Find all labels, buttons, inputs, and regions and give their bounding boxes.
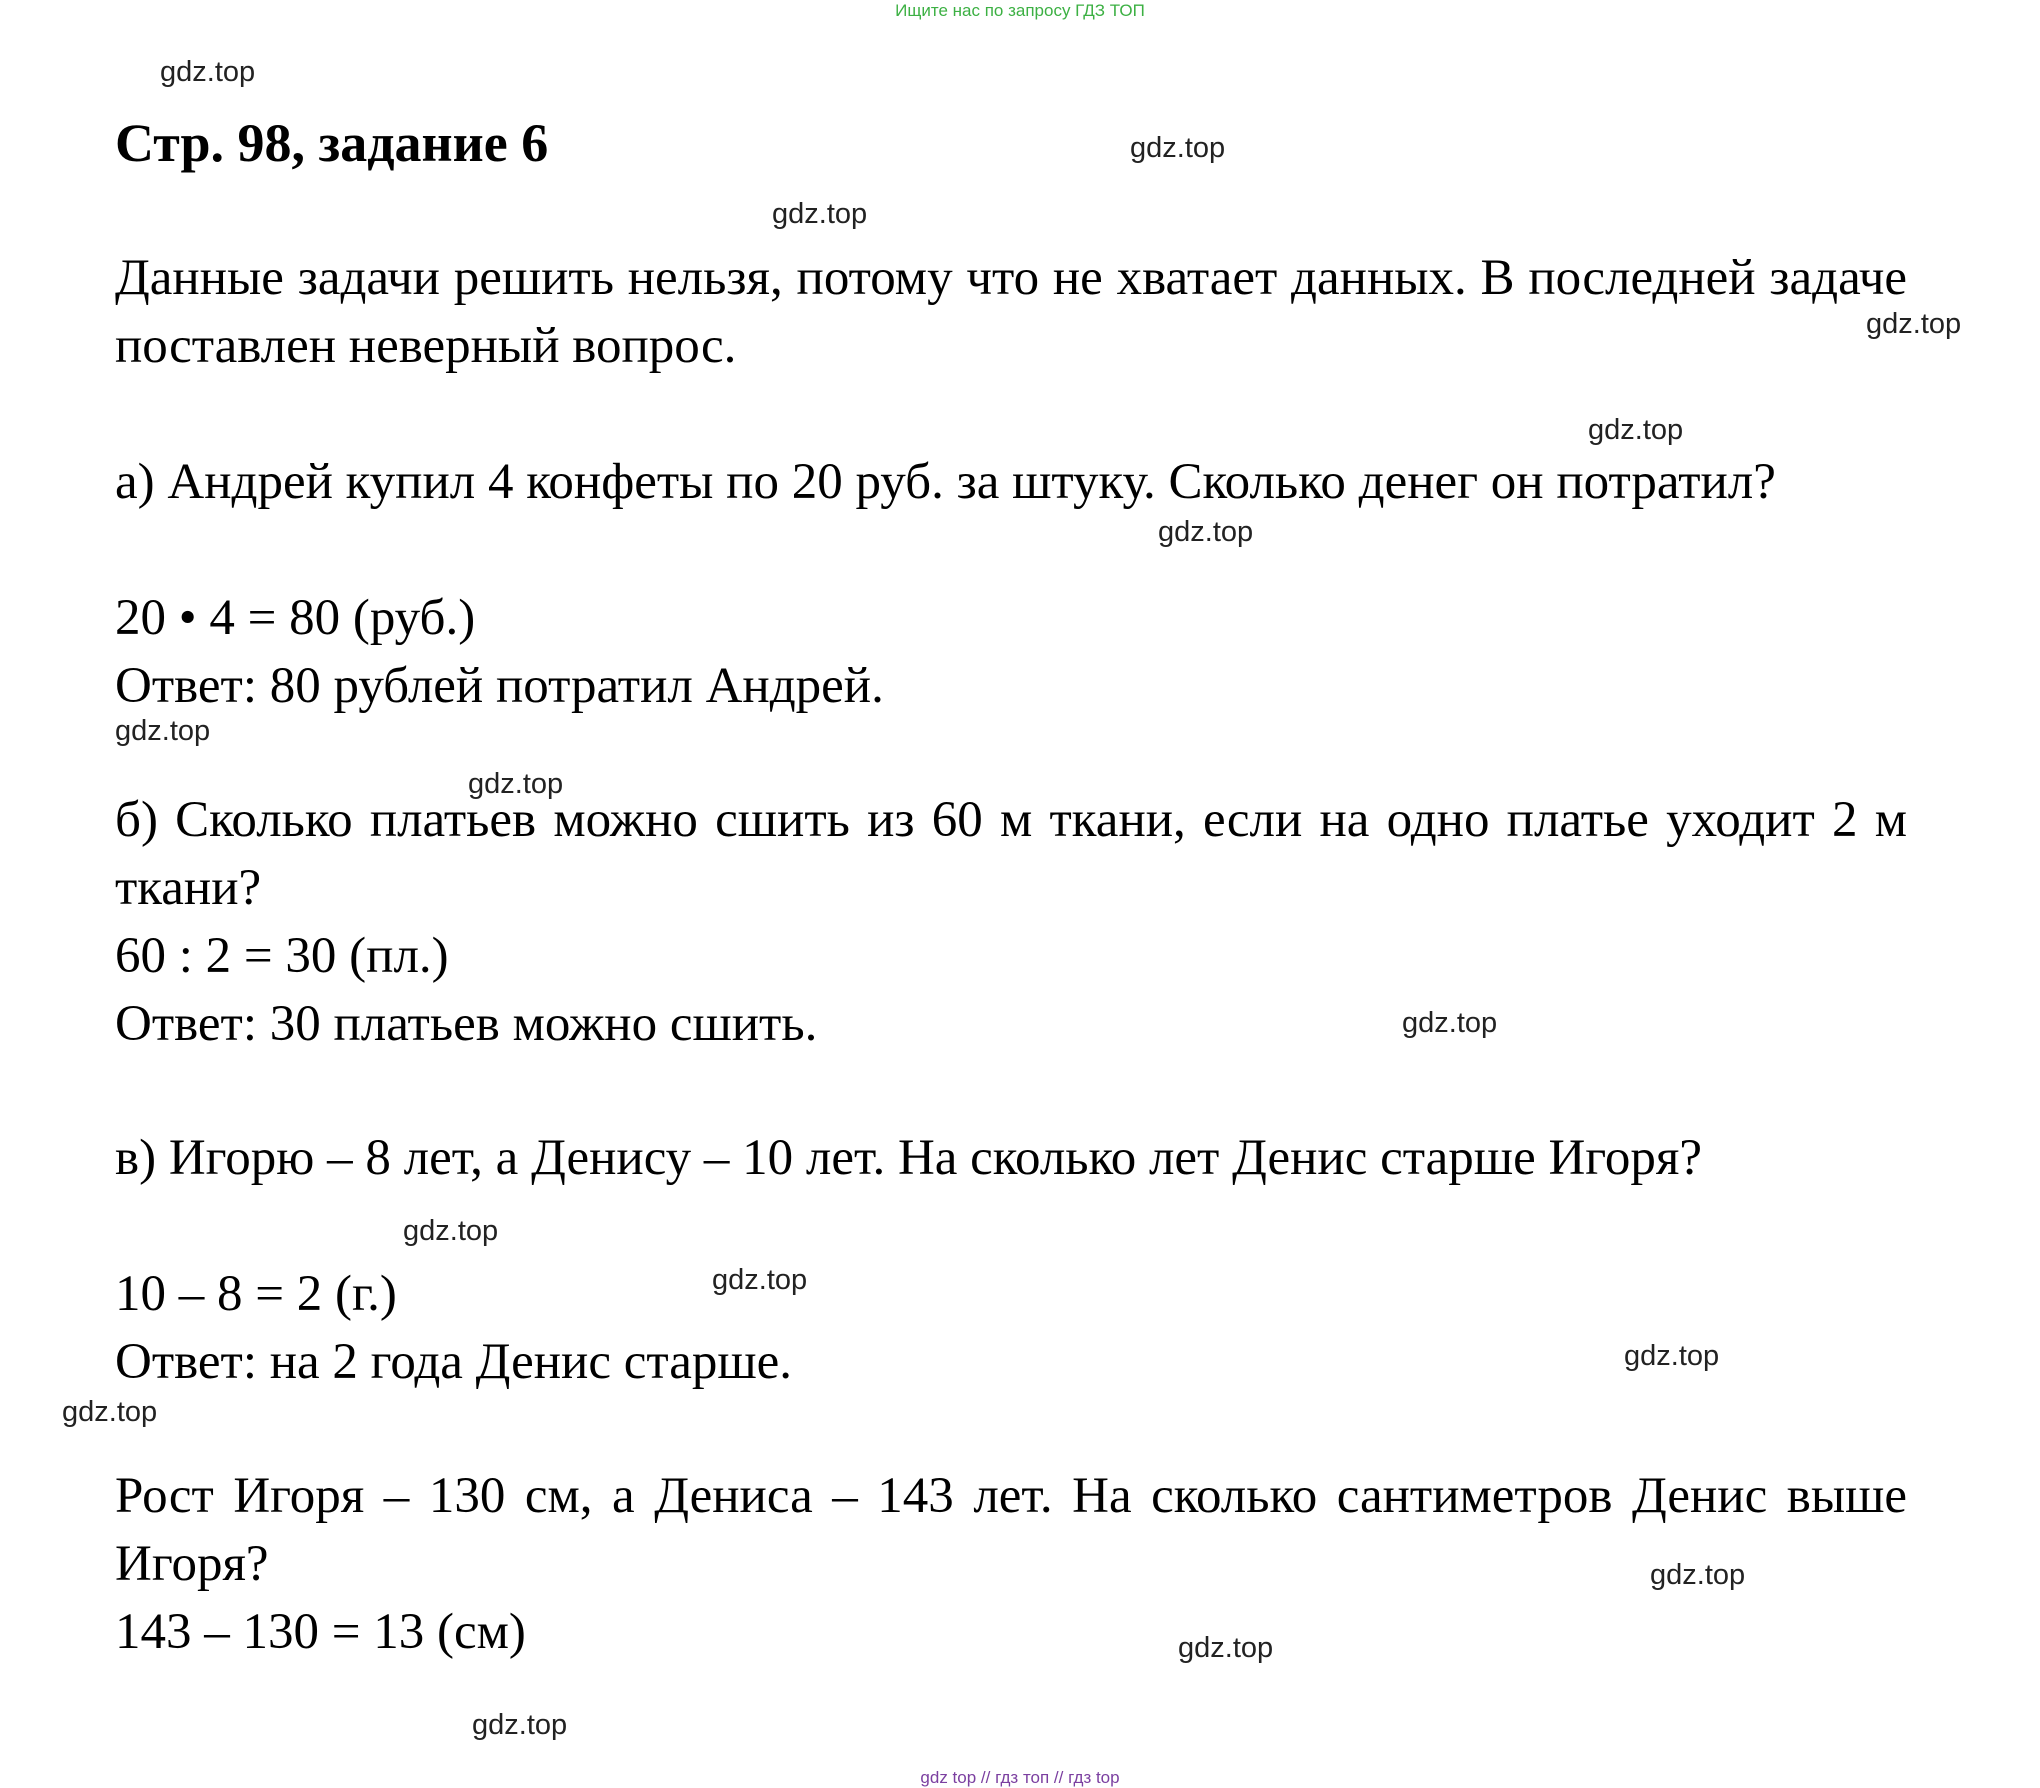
task-d-question: Рост Игоря – 130 см, а Дениса – 143 лет. На сколько сантиметров Денис выше Игоря?: [115, 1468, 1907, 1592]
watermark: gdz.top: [772, 198, 868, 230]
task-a-solution: 20 • 4 = 80 (руб.): [115, 590, 476, 646]
watermark: gdz.top: [160, 56, 256, 88]
task-b-answer: Ответ: 30 платьев можно сшить.: [115, 996, 818, 1052]
watermark: gdz.top: [1624, 1340, 1720, 1372]
watermark: gdz.top: [1866, 308, 1962, 340]
task-a-answer: Ответ: 80 рублей потратил Андрей.: [115, 658, 884, 714]
watermark: gdz.top: [62, 1396, 158, 1428]
task-c-solution: 10 – 8 = 2 (г.): [115, 1266, 397, 1322]
task-d-solution: 143 – 130 = 13 (см): [115, 1604, 526, 1660]
watermark: gdz.top: [1178, 1632, 1274, 1664]
task-c-answer: Ответ: на 2 года Денис старше.: [115, 1334, 793, 1390]
footer-links: gdz top // гдз топ // гдз top: [920, 1768, 1120, 1787]
watermark: gdz.top: [1588, 414, 1684, 446]
watermark: gdz.top: [472, 1709, 568, 1741]
watermark: gdz.top: [115, 715, 211, 747]
watermark: gdz.top: [1650, 1559, 1746, 1591]
task-c-question: в) Игорю – 8 лет, а Денису – 10 лет. На сколько лет Денис старше Игоря?: [115, 1130, 1703, 1186]
watermark: gdz.top: [1158, 516, 1254, 548]
watermark: gdz.top: [468, 768, 564, 800]
task-a-question: а) Андрей купил 4 конфеты по 20 руб. за штуку. Сколько денег он потратил?: [115, 454, 1776, 510]
watermark: gdz.top: [712, 1264, 808, 1296]
task-b-solution: 60 : 2 = 30 (пл.): [115, 928, 449, 984]
top-banner: Ищите нас по запросу ГДЗ ТОП: [895, 1, 1145, 20]
watermark: gdz.top: [1130, 132, 1226, 164]
page-title: Стр. 98, задание 6: [115, 113, 549, 173]
task-b-question: б) Сколько платьев можно сшить из 60 м ткани, если на одно платье уходит 2 м ткани?: [115, 792, 1907, 916]
watermark: gdz.top: [1402, 1007, 1498, 1039]
watermark: gdz.top: [403, 1215, 499, 1247]
intro-paragraph: Данные задачи решить нельзя, потому что не хватает данных. В последней задаче поставлен неверный вопрос.: [115, 250, 1907, 374]
